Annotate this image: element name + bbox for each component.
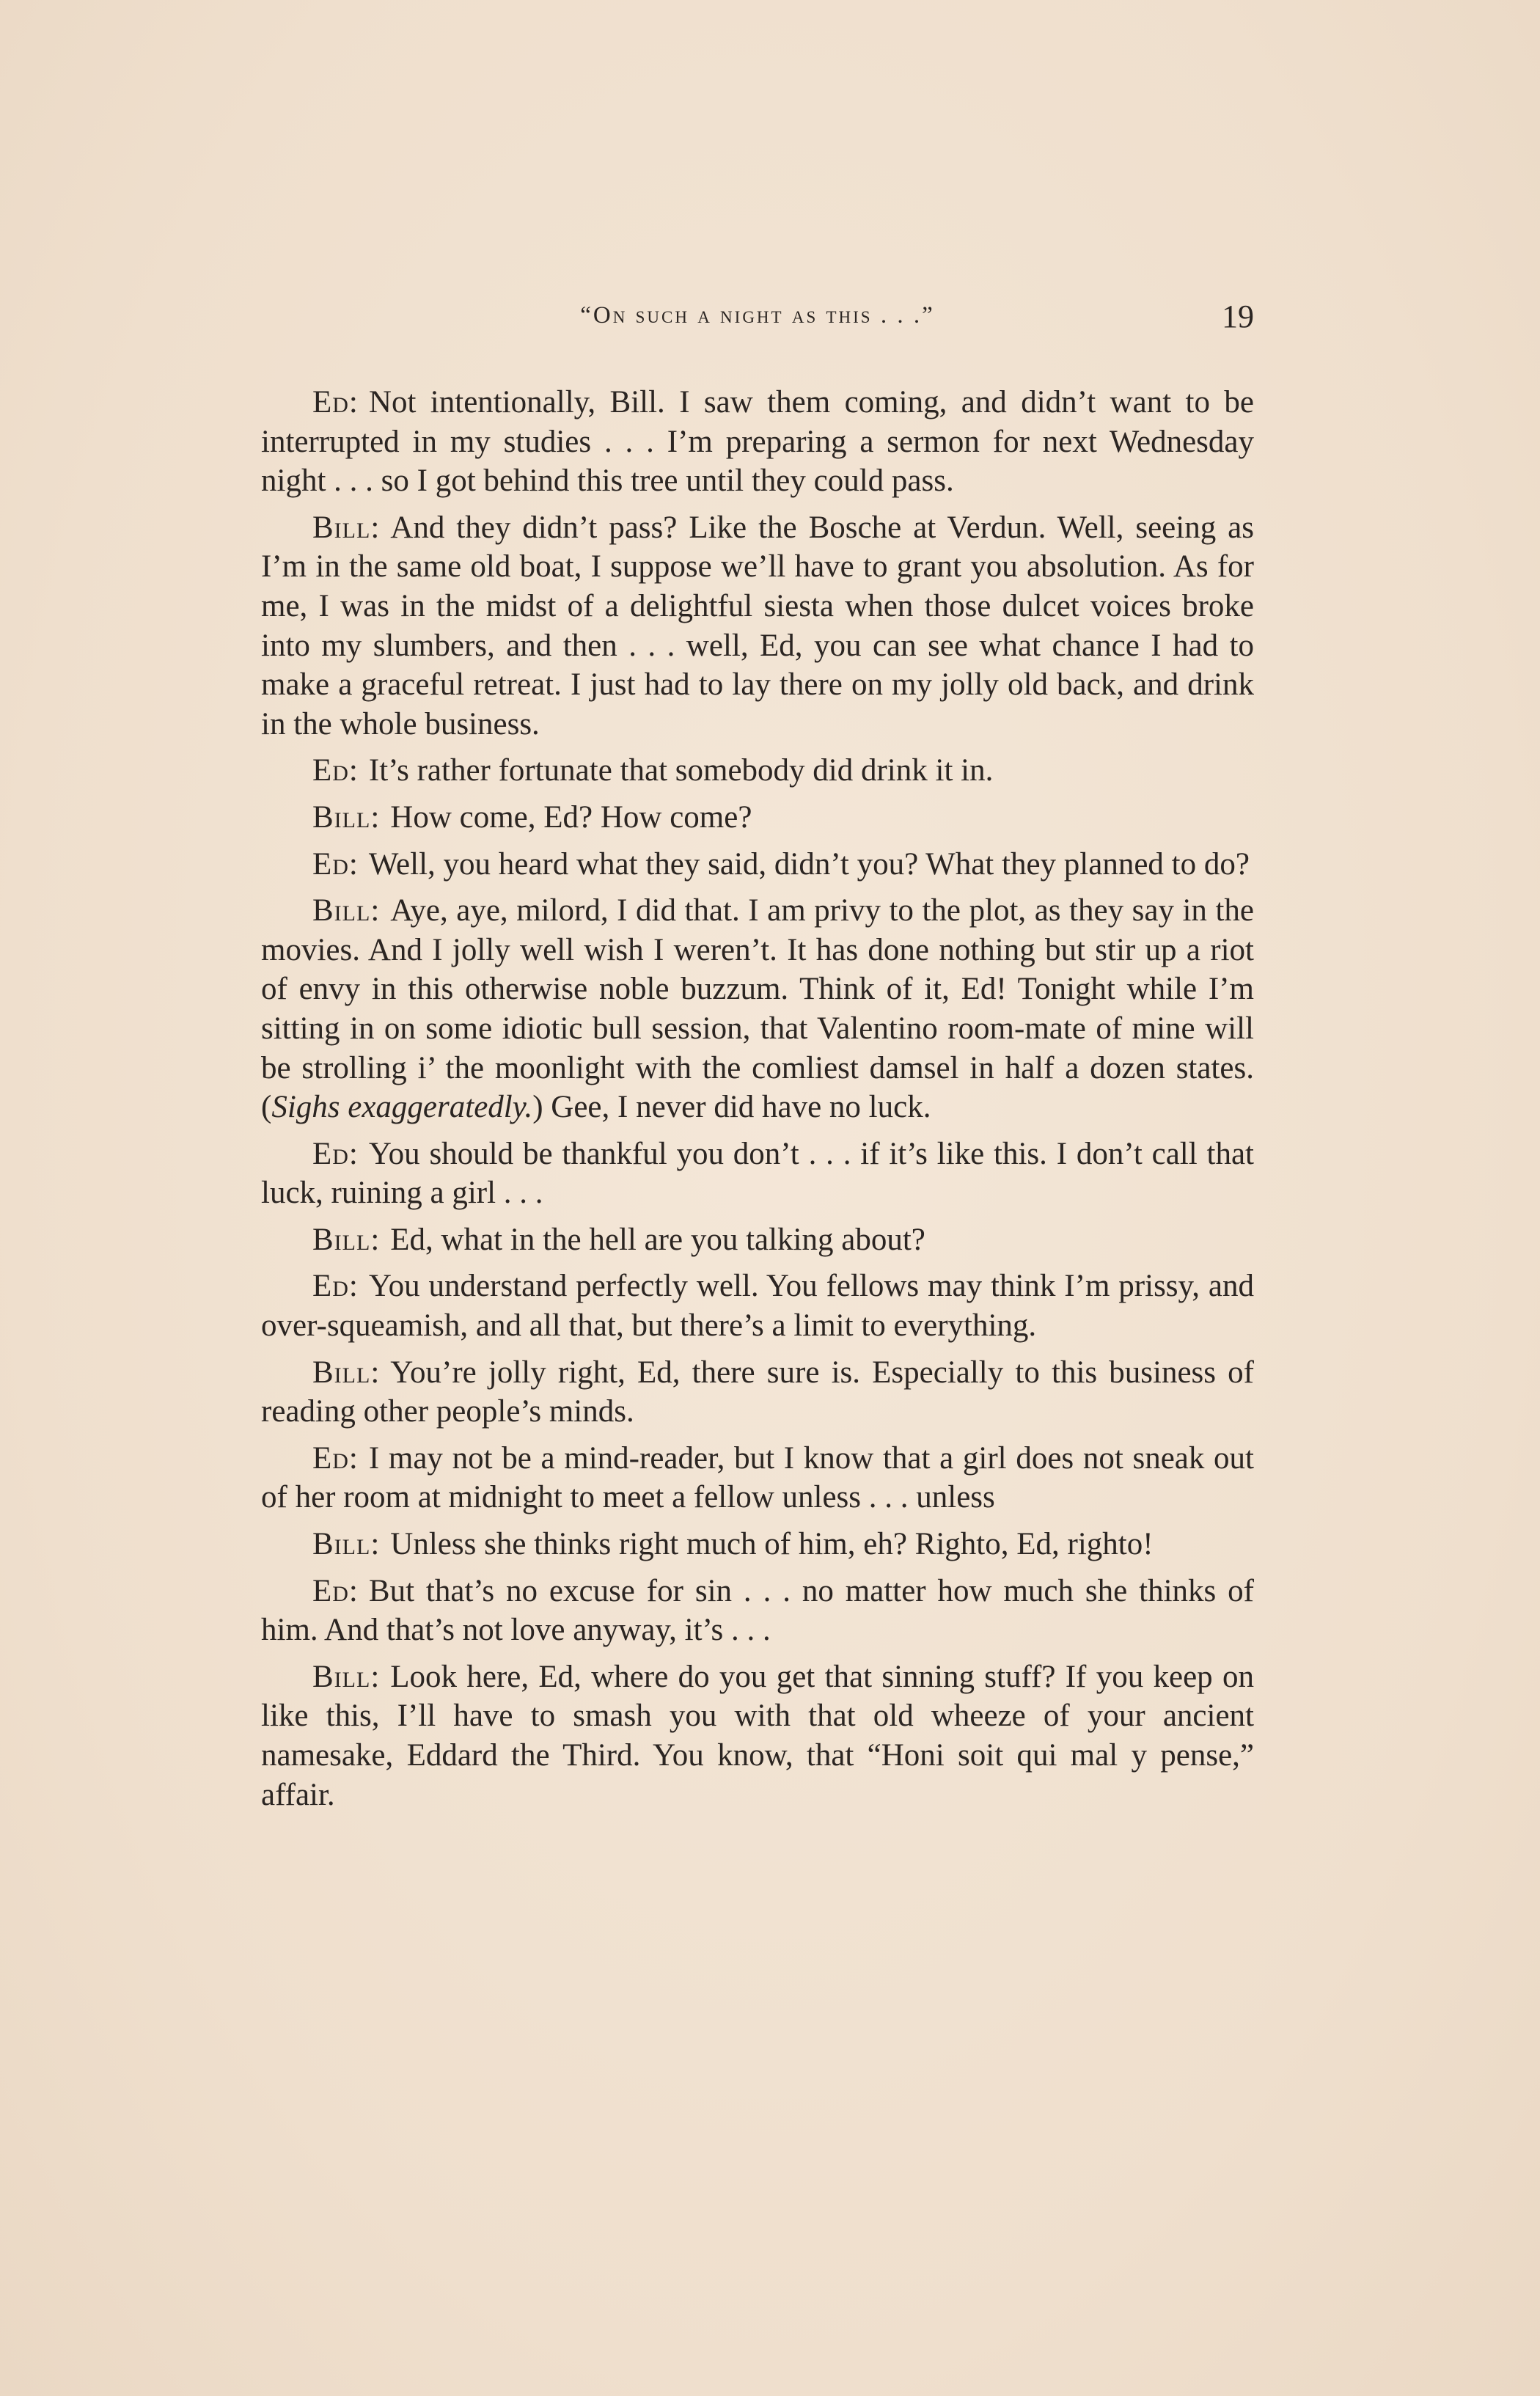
dialogue-paragraph (261, 845, 1254, 884)
dialogue-paragraph (261, 1353, 1254, 1432)
speech-text: Well, you heard what they said, didn’t you? What they planned to do? (368, 846, 1250, 882)
dialogue-paragraph (261, 1657, 1254, 1814)
speaker-name: Bill: (312, 1355, 381, 1390)
speaker-name: Bill: (312, 510, 381, 545)
speech-text: How come, Ed? How come? (390, 799, 752, 835)
speaker-name: Ed: (312, 385, 359, 420)
speech-text: But that’s no excuse for sin . . . no matter how much she thinks of him. And that’s not love anyway, it’s . . . (261, 1573, 1254, 1648)
speaker-name: Bill: (312, 1222, 381, 1257)
running-title: “On such a night as this . . .” (580, 302, 935, 329)
speech-text: Not intentionally, Bill. I saw them coming, and didn’t want to be interrupted in my studies . . . I’m preparing a sermon for next Wednesday night . . . so I got behind this tree until they could pass. (261, 385, 1254, 499)
speech-text: Ed, what in the hell are you talking about? (390, 1222, 925, 1257)
speech-text: I may not be a mind-reader, but I know that a girl does not sneak out of her room at midnight to meet a fellow unless . . . unless (261, 1440, 1254, 1515)
speaker-name: Bill: (312, 799, 381, 835)
speaker-name: Bill: (312, 893, 381, 928)
speaker-name: Ed: (312, 846, 359, 882)
speech-text: Unless she thinks right much of him, eh? Righto, Ed, righto! (390, 1527, 1154, 1562)
stage-direction-text: Sighs exaggeratedly. (271, 1090, 533, 1125)
speaker-name: Ed: (312, 1136, 359, 1171)
speaker-name: Ed: (312, 1573, 359, 1608)
speaker-name: Bill: (312, 1527, 381, 1562)
dialogue-text (261, 383, 1254, 1822)
speech-text: You’re jolly right, Ed, there sure is. Especially to this business of reading other people’s minds. (261, 1355, 1254, 1429)
stage-direction (261, 1090, 543, 1124)
dialogue-paragraph (261, 1220, 1254, 1260)
dialogue-paragraph (261, 1572, 1254, 1650)
speech-text: You understand perfectly well. You fellows may think I’m prissy, and over-squeamish, and all that, but there’s a limit to everything. (261, 1269, 1254, 1344)
page-header (261, 298, 1254, 346)
speaker-name: Ed: (312, 1440, 359, 1476)
dialogue-paragraph (261, 508, 1254, 744)
dialogue-paragraph (261, 751, 1254, 791)
speech-text: Aye, aye, milord, I did that. I am privy to the plot, as they say in the movies. And I jolly well wish I weren’t. It has done nothing but stir up a riot of envy in this otherwise noble buzzum. Think of it, Ed! Tonight while I’m sitting in on some idiotic bull session, that Valentino room-mate of mine will be strolling i’ the moonlight with the comliest damsel in half a dozen states. (261, 893, 1254, 1085)
dialogue-paragraph (261, 1525, 1254, 1564)
stage-paren-close: ) (532, 1090, 543, 1125)
speaker-name: Ed: (312, 1269, 359, 1304)
speech-text: Look here, Ed, where do you get that sinning stuff? If you keep on like this, I’ll have to smash you with that old wheeze of your ancient namesake, Eddard the Third. You know, that “Honi soit qui mal y pense,” affair. (261, 1659, 1254, 1812)
speaker-name: Bill: (312, 1659, 381, 1694)
dialogue-paragraph (261, 1267, 1254, 1345)
dialogue-paragraph (261, 383, 1254, 501)
speech-text: Gee, I never did have no luck. (551, 1090, 931, 1125)
speech-text: It’s rather fortunate that somebody did drink it in. (368, 753, 994, 788)
page-number: 19 (1222, 298, 1254, 334)
speech-text: You should be thankful you don’t . . . if it’s like this. I don’t call that luck, ruining a girl . . . (261, 1136, 1254, 1211)
dialogue-paragraph (261, 1439, 1254, 1517)
dialogue-paragraph (261, 1135, 1254, 1213)
stage-paren-open: ( (261, 1090, 272, 1125)
dialogue-paragraph (261, 891, 1254, 1127)
speech-text: And they didn’t pass? Like the Bosche at Verdun. Well, seeing as I’m in the same old boat, I suppose we’ll have to grant you absolution. As for me, I was in the midst of a delightful siesta when those dulcet voices broke into my slumbers, and then . . . well, Ed, you can see what chance I had to make a graceful retreat. I just had to lay there on my jolly old back, and drink in the whole business. (261, 510, 1254, 741)
dialogue-paragraph (261, 798, 1254, 838)
speaker-name: Ed: (312, 753, 359, 788)
